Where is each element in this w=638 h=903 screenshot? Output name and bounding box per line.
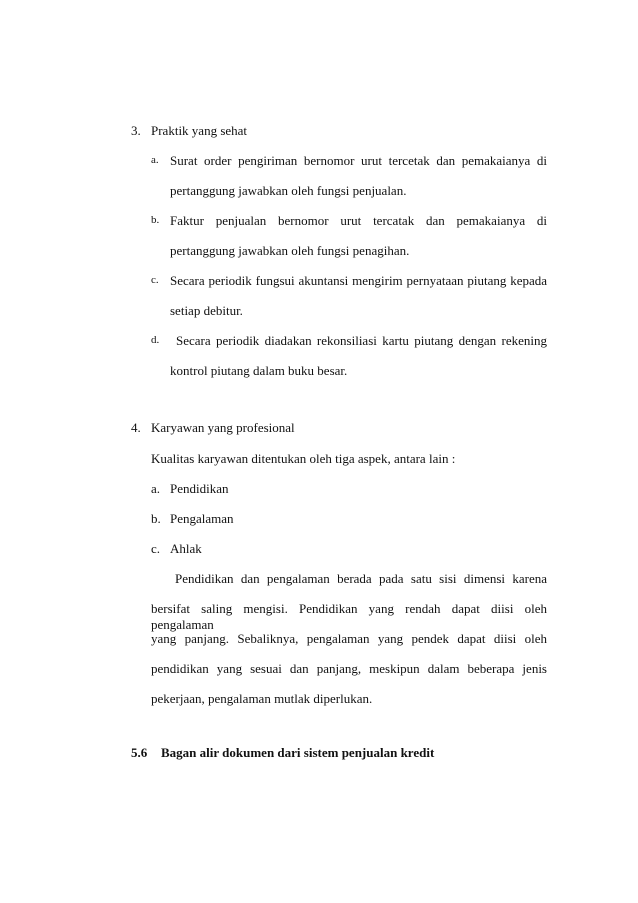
aspect-text: Ahlak: [170, 541, 202, 556]
aspect-marker: b.: [151, 511, 161, 526]
section-3-number: 3.: [131, 123, 141, 138]
heading-title: Bagan alir dokumen dari sistem penjualan kredit: [161, 745, 435, 760]
section-4-number: 4.: [131, 420, 141, 435]
aspect-text: Pendidikan: [170, 481, 229, 496]
aspect-text: Pengalaman: [170, 511, 234, 526]
list-item-marker: c.: [151, 274, 159, 286]
section-4-title: Karyawan yang profesional: [151, 420, 295, 435]
list-item-text-cont: pertanggung jawabkan oleh fungsi penagihan.: [170, 243, 410, 258]
paragraph-line: yang panjang. Sebaliknya, pengalaman yang pendek dapat diisi oleh: [151, 631, 547, 646]
heading-number: 5.6: [131, 745, 148, 760]
paragraph-line: Pendidikan dan pengalaman berada pada satu sisi dimensi karena: [175, 571, 547, 586]
list-item-text: Surat order pengiriman bernomor urut tercetak dan pemakaianya di: [170, 153, 547, 168]
paragraph-line: bersifat saling mengisi. Pendidikan yang rendah dapat diisi oleh pengalaman: [151, 601, 547, 632]
list-item-marker: d.: [151, 334, 160, 346]
list-item-text: Faktur penjualan bernomor urut tercatak dan pemakaianya di: [170, 213, 547, 228]
list-item-text-cont: pertanggung jawabkan oleh fungsi penjualan.: [170, 183, 407, 198]
section-3-title: Praktik yang sehat: [151, 123, 248, 138]
list-item-marker: a.: [151, 154, 159, 166]
aspect-marker: a.: [151, 481, 161, 496]
list-item-text-cont: setiap debitur.: [170, 303, 243, 318]
list-item-text-cont: kontrol piutang dalam buku besar.: [170, 363, 348, 378]
paragraph-line: pendidikan yang sesuai dan panjang, meskipun dalam beberapa jenis: [151, 661, 547, 676]
list-item-marker: b.: [151, 214, 160, 226]
paragraph-line: pekerjaan, pengalaman mutlak diperlukan.: [151, 691, 373, 706]
section-4-intro: Kualitas karyawan ditentukan oleh tiga aspek, antara lain :: [151, 451, 456, 466]
aspect-marker: c.: [151, 541, 161, 556]
list-item-text: Secara periodik fungsui akuntansi mengirim pernyataan piutang kepada: [170, 273, 547, 288]
list-item-text: Secara periodik diadakan rekonsiliasi kartu piutang dengan rekening: [176, 333, 547, 348]
